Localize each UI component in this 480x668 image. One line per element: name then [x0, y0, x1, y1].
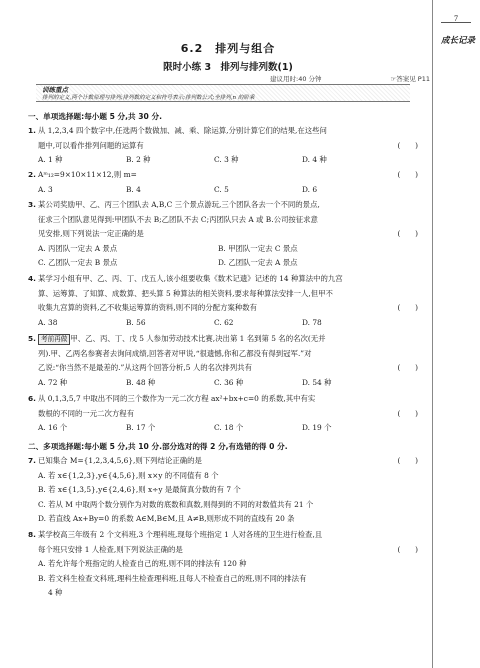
margin-column	[432, 0, 480, 668]
option-d: D. 19 个	[302, 423, 332, 433]
question-number: 8.	[28, 530, 36, 539]
question-text: 见安排,则下列说法一定正确的是	[38, 229, 144, 239]
option-c: C. 乙团队一定去 B 景点	[38, 258, 118, 268]
option-c: C. 3 种	[214, 155, 239, 165]
question-3	[28, 198, 428, 271]
exercise-title: 限时小练 3 排列与排列数(1)	[163, 62, 293, 73]
review-tag: 考前再做	[38, 334, 70, 345]
question-text: 每个班只安排 1 人检查,则下列说法正确的是	[38, 544, 183, 554]
question-text: Aᵐ₁₂=9×10×11×12,则 m=	[38, 170, 137, 179]
question-text: 列).甲、乙两名参赛者去询问成绩,回答者对甲说,“很遗憾,你和乙都没有得到冠军.”对	[38, 348, 312, 358]
option-d: D. 54 种	[302, 377, 332, 387]
question-8	[28, 528, 428, 601]
option-a: A. 72 种	[38, 377, 68, 387]
option-c: C. 18 个	[214, 423, 244, 433]
option-b: B. 若文科生检查文科班,理科生检查理科班,且每人不检查自己的班,则不同的排法有	[38, 573, 307, 583]
option-b: B. 2 种	[126, 155, 151, 165]
training-focus-text: 排列的定义,两个计数原理与排列;排列数的定义和符号表示;排列数公式;全排列,n 的阶乘	[42, 95, 255, 101]
options	[28, 316, 428, 331]
question-6	[28, 392, 428, 436]
option-c: C. 36 种	[214, 377, 244, 387]
options	[28, 183, 428, 198]
option-a: A. 38	[38, 317, 58, 327]
option-b: B. 4	[126, 184, 141, 194]
suggested-time: 建议用时:40 分钟	[270, 75, 322, 83]
option-d: D. 乙团队一定去 A 景点	[218, 258, 298, 268]
section-heading-multiple-choice: 二、多项选择题:每小题 5 分,共 10 分.部分选对的得 2 分,有选错的得 0 分.	[28, 442, 288, 451]
option-d: D. 若直线 Ax+By=0 的系数 A∈M,B∈M,且 A≠B,则形成不同的直线有 20 条	[38, 514, 295, 524]
option-a: A. 16 个	[38, 423, 68, 433]
answer-paren: ( )	[397, 408, 418, 418]
question-text: 收集九宫算的资料,乙不收集运筹算的资料,则不同的分配方案种数有	[38, 303, 258, 313]
option-c: C. 5	[214, 184, 229, 194]
option-c: C. 62	[214, 317, 234, 327]
question-text: 已知集合 M={1,2,3,4,5,6},则下列结论正确的是	[38, 456, 202, 465]
answer-paren: ( )	[397, 170, 418, 179]
question-text: 从 1,2,3,4 四个数字中,任选两个数做加、减、乘、除运算,分别计算它们的结果,在这些问	[38, 126, 327, 135]
question-text: 甲、乙、丙、丁、戊 5 人参加劳动技术比赛,决出第 1 名到第 5 名的名次(无并	[70, 334, 326, 343]
answer-paren: ( )	[397, 229, 418, 239]
option-b: B. 56	[126, 317, 146, 327]
option-a: A. 1 种	[38, 155, 63, 165]
question-1	[28, 124, 428, 168]
question-2	[28, 168, 428, 197]
option-d: D. 4 种	[302, 155, 327, 165]
question-number: 1.	[28, 126, 36, 135]
option-d: D. 78	[302, 317, 322, 327]
answer-paren: ( )	[397, 140, 418, 150]
question-text: 数根的不同的一元二次方程有	[38, 408, 135, 418]
time-row	[270, 74, 430, 83]
question-number: 2.	[28, 170, 36, 179]
question-4	[28, 272, 428, 330]
question-number: 7.	[28, 456, 36, 465]
option-a: A. 3	[38, 184, 53, 194]
question-5	[28, 332, 428, 390]
option-a: A. 丙团队一定去 A 景点	[38, 243, 118, 253]
answer-paren: ( )	[397, 303, 418, 313]
question-number: 5.	[28, 334, 36, 343]
options	[28, 376, 428, 391]
answer-paren: ( )	[397, 363, 418, 373]
question-text: 从 0,1,3,5,7 中取出不同的三个数作为一元二次方程 ax²+bx+c=0 的系数,其中有实	[38, 394, 316, 403]
option-c: C. 若从 M 中取两个数分别作为对数的底数和真数,则得到的不同的对数值共有 21 个	[38, 499, 314, 509]
answer-reference: ☞答案见 P11	[390, 75, 430, 83]
growth-record-label: 成长记录	[440, 36, 475, 46]
options	[28, 256, 428, 271]
option-b: B. 48 种	[126, 377, 156, 387]
section-title: 6.2 排列与组合	[180, 42, 276, 55]
question-text: 某公司奖励甲、乙、丙三个团队去 A,B,C 三个景点游玩,三个团队各去一个不同的景点,	[38, 200, 320, 209]
option-b: B. 甲团队一定去 C 景点	[218, 243, 298, 253]
section-heading-single-choice: 一、单项选择题:每小题 5 分,共 30 分.	[28, 112, 162, 121]
answer-paren: ( )	[397, 456, 418, 465]
question-text: 乙说:“你当然不是最差的.”从这两个回答分析,5 人的名次排列共有	[38, 363, 252, 373]
options	[28, 242, 428, 257]
option-a: A. 若 x∈{1,2,3},y∈{4,5,6},则 x×y 的不同值有 8 个	[38, 470, 219, 480]
question-text: 某学习小组有甲、乙、丙、丁、戊五人,该小组要收集《数术记遗》记述的 14 种算法中的九宫	[38, 274, 343, 283]
training-focus-tag: 训练重点	[42, 86, 68, 94]
question-text: 算、运筹算、了知算、成数算、把头算 5 种算法的相关资料,要求每种算法安排一人,但甲不	[38, 288, 333, 298]
option-b: B. 17 个	[126, 423, 156, 433]
question-7	[28, 454, 428, 527]
option-a: A. 若允许每个班指定的人检查自己的班,则不同的排法有 120 种	[38, 559, 247, 569]
question-number: 3.	[28, 200, 36, 209]
question-text: 题中,可以看作排列问题的运算有	[38, 140, 144, 150]
options	[28, 153, 428, 168]
question-number: 4.	[28, 274, 36, 283]
option-d: D. 6	[302, 184, 318, 194]
option-b: B. 若 x∈{1,3,5},y∈{2,4,6},则 x÷y 是最简真分数的有 7 个	[38, 485, 241, 495]
page-number: 7	[454, 14, 458, 23]
question-text: 某学校高三年级有 2 个文科班,3 个理科班,现每个班指定 1 人对各班的卫生进行检查,且	[38, 530, 323, 539]
options	[28, 421, 428, 436]
answer-paren: ( )	[397, 544, 418, 554]
question-text: 征求三个团队意见得到:甲团队不去 B;乙团队不去 C;丙团队只去 A 或 B.公司按征求意	[38, 214, 318, 224]
question-number: 6.	[28, 394, 36, 403]
option-b-continued: 4 种	[48, 588, 63, 598]
page-number-rule	[441, 22, 471, 23]
